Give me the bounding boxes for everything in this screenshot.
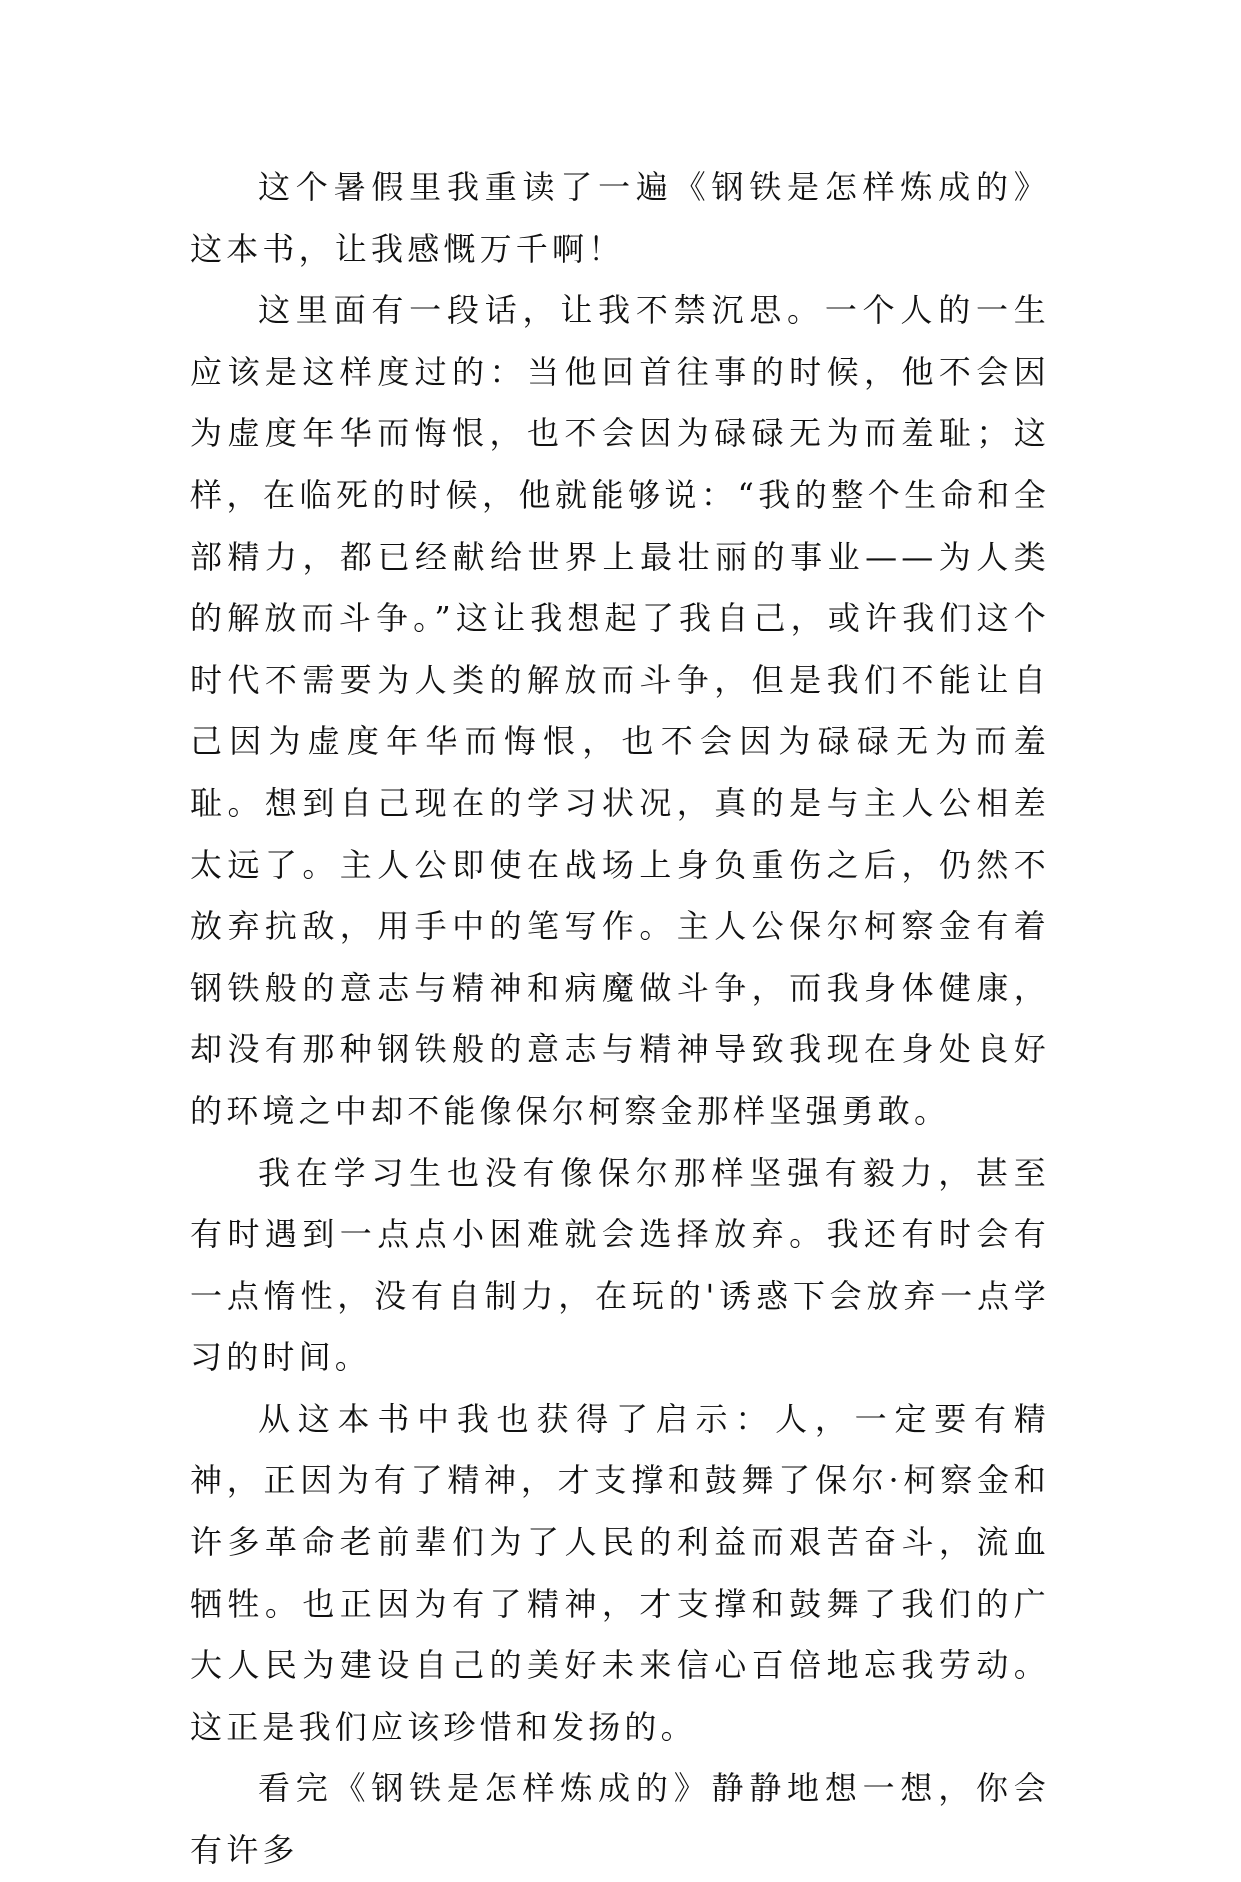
paragraph-1: 这个暑假里我重读了一遍《钢铁是怎样炼成的》这本书，让我感慨万千啊！ <box>190 168 1050 268</box>
paragraph-4: 从这本书中我也获得了启示：人，一定要有精神，正因为有了精神，才支撑和鼓舞了保尔·柯察金和许多革命老前辈们为了人民的利益而艰苦奋斗，流血牺牲。也正因为有了精神，才支撑和鼓舞了我们的广大人民为建设自己的美好未来信心百倍地忘我劳动。这正是我们应该珍惜和发扬的。 <box>190 1399 1050 1746</box>
document-body <box>190 157 1050 1882</box>
paragraph-5: 看完《钢铁是怎样炼成的》静静地想一想，你会有许多 <box>190 1769 1050 1870</box>
paragraph-3: 我在学习生也没有像保尔那样坚强有毅力，甚至有时遇到一点点小困难就会选择放弃。我还有时会有一点惰性，没有自制力，在玩的'诱惑下会放弃一点学习的时间。 <box>190 1153 1050 1377</box>
paragraph-2: 这里面有一段话，让我不禁沉思。一个人的一生应该是这样度过的：当他回首往事的时候，他不会因为虚度年华而悔恨，也不会因为碌碌无为而羞耻；这样，在临死的时候，他就能够说：“我的整个生命和全部精力，都已经献给世界上最壮丽的事业——为人类的解放而斗争。”这让我想起了我自己，或许我们这个时代不需要为人类的解放而斗争，但是我们不能让自己因为虚度年华而悔恨，也不会因为碌碌无为而羞耻。想到自己现在的学习状况，真的是与主人公相差太远了。主人公即使在战场上身负重伤之后，仍然不放弃抗敌，用手中的笔写作。主人公保尔柯察金有着钢铁般的意志与精神和病魔做斗争，而我身体健康，却没有那种钢铁般的意志与精神导致我现在身处良好的环境之中却不能像保尔柯察金那样坚强勇敢。 <box>190 291 1050 1130</box>
